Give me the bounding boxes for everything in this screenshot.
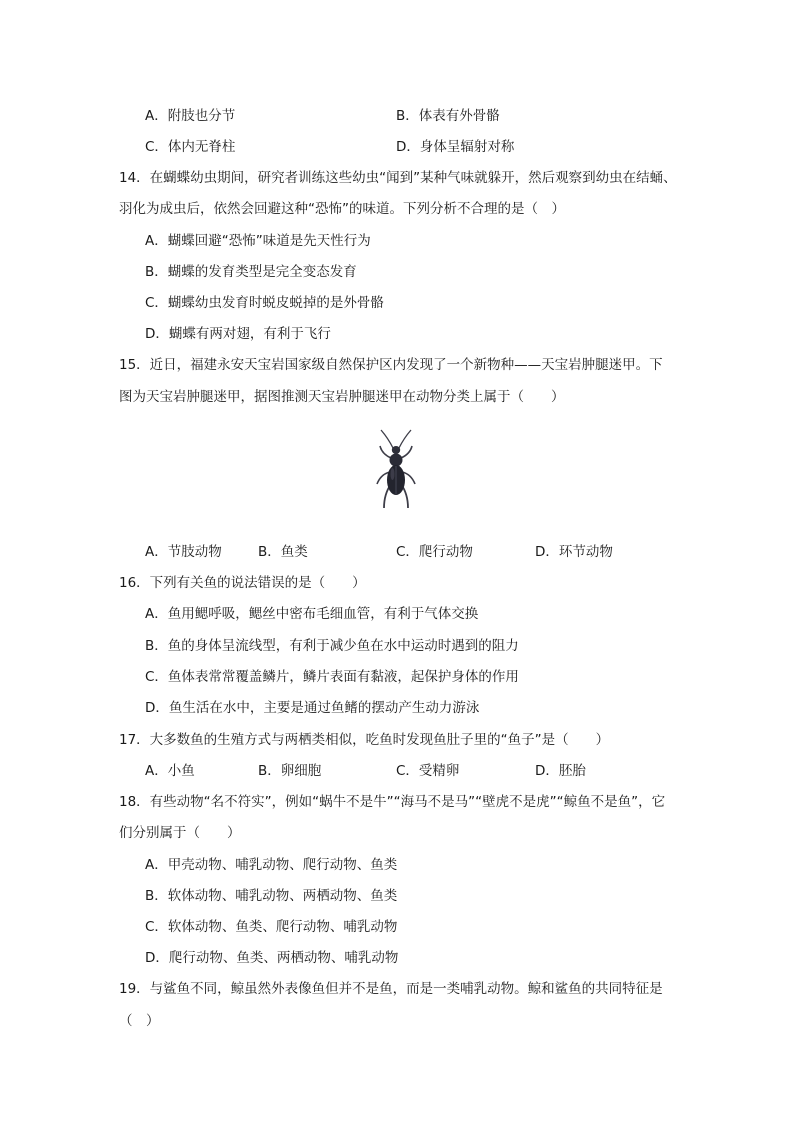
q17-option-b: B．卵细胞 <box>258 763 322 779</box>
q15-stem-line1: 15．近日，福建永安天宝岩国家级自然保护区内发现了一个新物种——天宝岩肿腿迷甲。下 <box>119 357 663 373</box>
q18-stem-line2: 们分别属于（ ） <box>119 825 241 841</box>
q14-option-c: C．蝴蝶幼虫发育时蜕皮蜕掉的是外骨骼 <box>145 295 384 311</box>
q19-stem-line1: 19．与鲨鱼不同，鲸虽然外表像鱼但并不是鱼，而是一类哺乳动物。鲸和鲨鱼的共同特征是 <box>119 981 663 997</box>
q14-stem-line2: 羽化为成虫后，依然会回避这种“恐怖”的味道。下列分析不合理的是（ ） <box>119 201 565 217</box>
q16-stem: 16．下列有关鱼的说法错误的是（ ） <box>119 575 366 591</box>
q15-option-c: C．爬行动物 <box>396 544 473 560</box>
q13-option-d: D．身体呈辐射对称 <box>396 139 515 155</box>
q15-option-a: A．节肢动物 <box>145 544 222 560</box>
q15-option-d: D．环节动物 <box>535 544 613 560</box>
q18-option-b: B．软体动物、哺乳动物、两栖动物、鱼类 <box>145 888 398 904</box>
q17-option-a: A．小鱼 <box>145 763 195 779</box>
q13-option-a: A．附肢也分节 <box>145 108 236 124</box>
q14-option-b: B．蝴蝶的发育类型是完全变态发育 <box>145 264 357 280</box>
q15-option-b: B．鱼类 <box>258 544 308 560</box>
q16-option-b: B．鱼的身体呈流线型，有利于减少鱼在水中运动时遇到的阻力 <box>145 638 519 654</box>
q18-stem-line1: 18．有些动物“名不符实”，例如“蜗牛不是牛”“海马不是马”“壁虎不是虎”“鲸鱼不是鱼”，它 <box>119 794 666 810</box>
q17-option-d: D．胚胎 <box>535 763 586 779</box>
q15-stem-line2: 图为天宝岩肿腿迷甲，据图推测天宝岩肿腿迷甲在动物分类上属于（ ） <box>119 389 565 405</box>
q13-option-b: B．体表有外骨骼 <box>396 108 500 124</box>
q16-option-c: C．鱼体表常常覆盖鳞片，鳞片表面有黏液，起保护身体的作用 <box>145 669 519 685</box>
q14-option-a: A．蝴蝶回避“恐怖”味道是先天性行为 <box>145 233 371 249</box>
q13-option-c: C．体内无脊柱 <box>145 139 236 155</box>
q19-stem-line2: （ ） <box>119 1013 160 1029</box>
beetle-illustration-icon <box>372 428 420 514</box>
q16-option-d: D．鱼生活在水中，主要是通过鱼鳍的摆动产生动力游泳 <box>145 700 480 716</box>
q14-stem-line1: 14．在蝴蝶幼虫期间，研究者训练这些幼虫“闻到”某种气味就躲开，然后观察到幼虫在结蛹、 <box>119 170 677 186</box>
q17-stem: 17．大多数鱼的生殖方式与两栖类相似，吃鱼时发现鱼肚子里的“鱼子”是（ ） <box>119 732 610 748</box>
q16-option-a: A．鱼用鳃呼吸，鳃丝中密布毛细血管，有利于气体交换 <box>145 606 479 622</box>
q18-option-a: A．甲壳动物、哺乳动物、爬行动物、鱼类 <box>145 857 398 873</box>
q18-option-c: C．软体动物、鱼类、爬行动物、哺乳动物 <box>145 919 398 935</box>
q18-option-d: D．爬行动物、鱼类、两栖动物、哺乳动物 <box>145 950 399 966</box>
q14-option-d: D．蝴蝶有两对翅，有利于飞行 <box>145 326 331 342</box>
q17-option-c: C．受精卵 <box>396 763 460 779</box>
